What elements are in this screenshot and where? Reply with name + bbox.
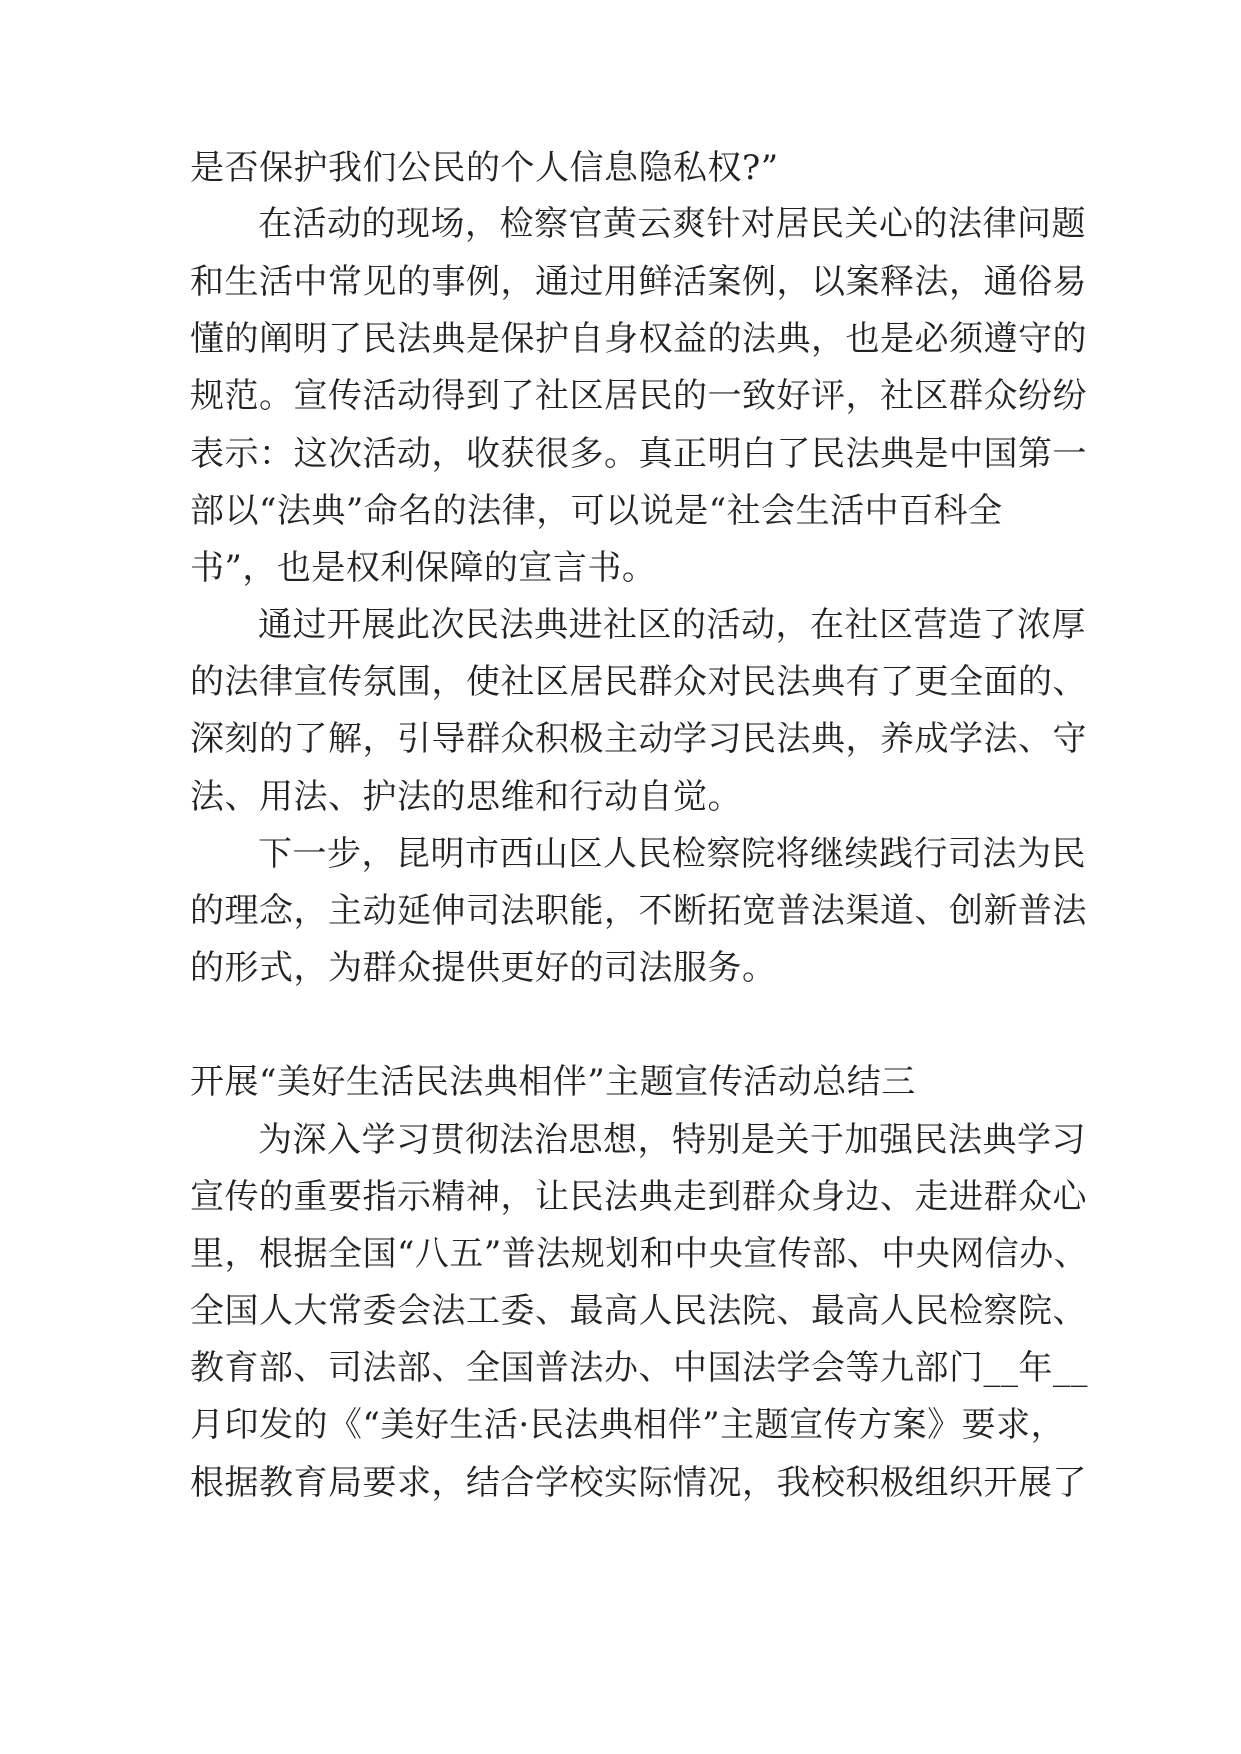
text-line: 深刻的了解，引导群众积极主动学习民法典，养成学法、守: [190, 719, 1087, 759]
text-line: 规范。宣传活动得到了社区居民的一致好评，社区群众纷纷: [190, 376, 1087, 416]
paragraph-first-line: 通过开展此次民法典进社区的活动，在社区营造了浓厚: [258, 605, 1086, 645]
text-line: 书”，也是权利保障的宣言书。: [190, 548, 657, 588]
text-line: 的形式，为群众提供更好的司法服务。: [190, 948, 777, 988]
paragraph-first-line: 下一步，昆明市西山区人民检察院将继续践行司法为民: [258, 834, 1086, 874]
paragraph-first-line: 为深入学习贯彻法治思想，特别是关于加强民法典学习: [258, 1120, 1086, 1160]
text-line: 根据教育局要求，结合学校实际情况，我校积极组织开展了: [190, 1463, 1087, 1503]
paragraph-first-line: 在活动的现场，检察官黄云爽针对居民关心的法律问题: [258, 204, 1086, 244]
text-line: 全国人大常委会法工委、最高人民法院、最高人民检察院、: [190, 1291, 1087, 1331]
text-line: 表示：这次活动，收获很多。真正明白了民法典是中国第一: [190, 434, 1087, 474]
text-line: 的理念，主动延伸司法职能，不断拓宽普法渠道、创新普法: [190, 891, 1087, 931]
text-line: 宣传的重要指示精神，让民法典走到群众身边、走进群众心: [190, 1177, 1087, 1217]
text-line: 部以“法典”命名的法律，可以说是“社会生活中百科全: [190, 491, 1003, 531]
text-line: 和生活中常见的事例，通过用鲜活案例，以案释法，通俗易: [190, 262, 1087, 302]
text-line: 教育部、司法部、全国普法办、中国法学会等九部门__年__: [190, 1348, 1088, 1388]
text-line: 的法律宣传氛围，使社区居民群众对民法典有了更全面的、: [190, 662, 1087, 702]
text-line: 是否保护我们公民的个人信息隐私权?”: [190, 148, 779, 188]
text-line: 法、用法、护法的思维和行动自觉。: [190, 777, 742, 817]
text-line: 懂的阐明了民法典是保护自身权益的法典，也是必须遵守的: [190, 319, 1087, 359]
text-line: 里，根据全国“八五”普法规划和中央宣传部、中央网信办、: [190, 1234, 1089, 1274]
section-heading: 开展“美好生活民法典相伴”主题宣传活动总结三: [190, 1062, 916, 1102]
text-line: 月印发的《“美好生活·民法典相伴”主题宣传方案》要求，: [190, 1405, 1066, 1445]
